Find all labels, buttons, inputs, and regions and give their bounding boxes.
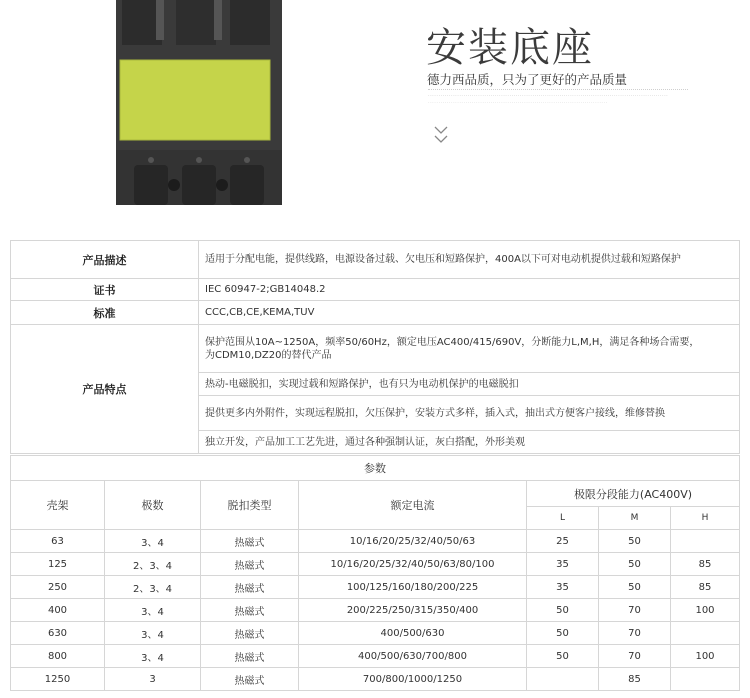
cell-current: 10/16/20/25/32/40/50/63 <box>299 530 527 553</box>
cell-frame: 250 <box>11 576 105 599</box>
cell-current: 100/125/160/180/200/225 <box>299 576 527 599</box>
spec-label: 产品描述 <box>11 241 199 279</box>
cell-poles: 3、4 <box>105 599 201 622</box>
table-row <box>11 576 740 599</box>
cell-l: 25 <box>527 530 599 553</box>
cell-trip: 热磁式 <box>201 553 299 576</box>
params-body <box>11 530 740 691</box>
params-table <box>10 455 740 691</box>
cell-trip: 热磁式 <box>201 645 299 668</box>
cell-trip: 热磁式 <box>201 530 299 553</box>
table-row <box>11 668 740 691</box>
product-photo <box>116 0 282 205</box>
cell-h: 100 <box>671 599 740 622</box>
cell-poles: 3 <box>105 668 201 691</box>
cell-poles: 3、4 <box>105 622 201 645</box>
spec-row-certificate <box>11 279 740 301</box>
table-row <box>11 553 740 576</box>
table-row <box>11 645 740 668</box>
cell-frame: 1250 <box>11 668 105 691</box>
cell-m: 50 <box>599 576 671 599</box>
table-row <box>11 599 740 622</box>
spec-value <box>199 325 740 373</box>
spec-label: 证书 <box>11 279 199 301</box>
spec-label: 标准 <box>11 301 199 325</box>
cell-current: 400/500/630/700/800 <box>299 645 527 668</box>
cell-current: 400/500/630 <box>299 622 527 645</box>
cell-poles: 2、3、4 <box>105 576 201 599</box>
cell-h: 85 <box>671 553 740 576</box>
spec-value: CCC,CB,CE,KEMA,TUV <box>199 301 740 325</box>
params-title: 参数 <box>11 456 740 481</box>
spec-value: 适用于分配电能，提供线路，电源设备过载、欠电压和短路保护，400A以下可对电动机提供过载和短路保护 <box>199 241 740 279</box>
spec-value: IEC 60947-2;GB14048.2 <box>199 279 740 301</box>
table-row <box>11 530 740 553</box>
cell-l: 50 <box>527 645 599 668</box>
cell-h: 100 <box>671 645 740 668</box>
spec-row-standard <box>11 301 740 325</box>
cell-l: 50 <box>527 599 599 622</box>
feature-line: 热动-电磁脱扣，实现过载和短路保护，也有只为电动机保护的电磁脱扣 <box>199 373 740 396</box>
cell-trip: 热磁式 <box>201 576 299 599</box>
cell-frame: 400 <box>11 599 105 622</box>
feature-line: 为CDM10,DZ20的替代产品 <box>205 349 332 361</box>
spec-label: 产品特点 <box>11 325 199 454</box>
page-title: 安装底座 <box>426 25 594 71</box>
cell-m: 85 <box>599 668 671 691</box>
cell-current: 10/16/20/25/32/40/50/63/80/100 <box>299 553 527 576</box>
cell-current: 700/800/1000/1250 <box>299 668 527 691</box>
cell-l: 35 <box>527 576 599 599</box>
cell-poles: 3、4 <box>105 645 201 668</box>
header-h: H <box>671 507 740 530</box>
header-breaking-capacity: 极限分段能力(AC400V) <box>527 481 740 507</box>
cell-poles: 2、3、4 <box>105 553 201 576</box>
cell-m: 70 <box>599 645 671 668</box>
feature-line: 保护范围从10A~1250A，频率50/60Hz，额定电压AC400/415/690V，分断能力L,M,H，满足各种场合需要， <box>205 336 700 348</box>
cell-h <box>671 668 740 691</box>
cell-h <box>671 530 740 553</box>
cell-trip: 热磁式 <box>201 599 299 622</box>
cell-trip: 热磁式 <box>201 668 299 691</box>
cell-frame: 125 <box>11 553 105 576</box>
header-poles: 极数 <box>105 481 201 530</box>
faint-caption: ................................................................................................................... <box>428 92 669 98</box>
cell-m: 50 <box>599 530 671 553</box>
header-l: L <box>527 507 599 530</box>
header-rated-current: 额定电流 <box>299 481 527 530</box>
spec-row-description <box>11 241 740 279</box>
cell-m: 70 <box>599 599 671 622</box>
table-row <box>11 622 740 645</box>
cell-frame: 63 <box>11 530 105 553</box>
faint-caption-2: ...................................................................................... <box>428 99 608 105</box>
cell-l: 50 <box>527 622 599 645</box>
cell-m: 70 <box>599 622 671 645</box>
header-trip-type: 脱扣类型 <box>201 481 299 530</box>
cell-current: 200/225/250/315/350/400 <box>299 599 527 622</box>
cell-l <box>527 668 599 691</box>
feature-line: 独立开发，产品加工工艺先进，通过各种强制认证，灰白搭配，外形美观 <box>199 431 740 454</box>
header-frame: 壳架 <box>11 481 105 530</box>
cell-l: 35 <box>527 553 599 576</box>
spec-row-features <box>11 325 740 373</box>
cell-h: 85 <box>671 576 740 599</box>
header-m: M <box>599 507 671 530</box>
cell-trip: 热磁式 <box>201 622 299 645</box>
feature-line: 提供更多内外附件，实现远程脱扣，欠压保护，安装方式多样，插入式，抽出式方便客户接线，维修替换 <box>199 396 740 431</box>
banner <box>0 0 750 238</box>
cell-h <box>671 622 740 645</box>
cell-poles: 3、4 <box>105 530 201 553</box>
divider <box>428 89 688 90</box>
chevron-down-icon <box>432 124 450 146</box>
cell-frame: 800 <box>11 645 105 668</box>
cell-m: 50 <box>599 553 671 576</box>
spec-table <box>10 240 740 454</box>
page-subtitle: 德力西品质，只为了更好的产品质量 <box>427 72 628 87</box>
cell-frame: 630 <box>11 622 105 645</box>
